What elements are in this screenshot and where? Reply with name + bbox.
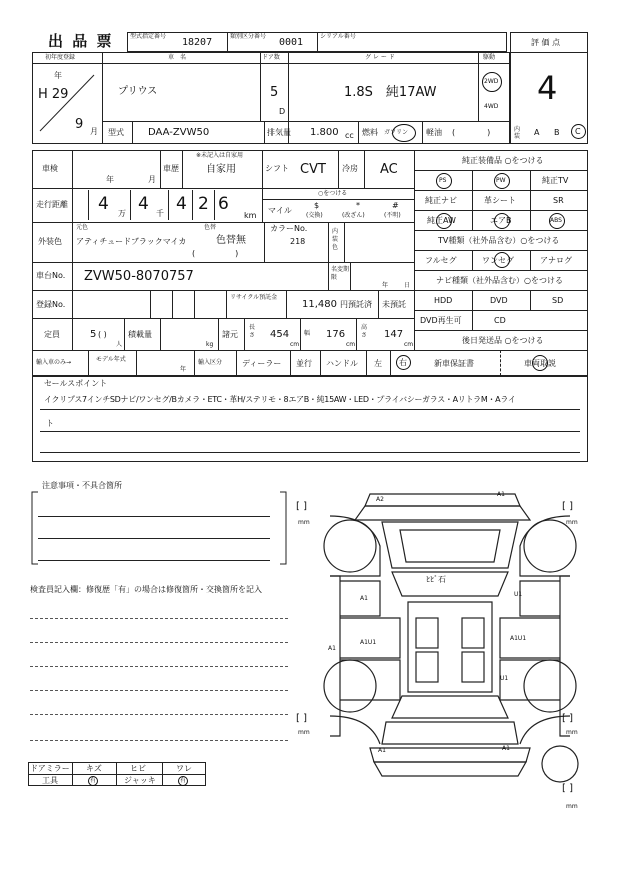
door-count: 5 [270,85,279,100]
equip-leather: 革シート [484,196,516,205]
modified-sym: * [356,201,360,210]
equip-ps: PS [439,177,447,184]
mark-u1-rear: U1 [500,675,509,682]
sales-section [32,376,588,462]
capacity-label: 定員 [44,330,60,339]
interior-grade-b: B [554,128,560,137]
tire-mm-fl: mm [298,519,310,526]
mileage-man: 万 [118,209,126,218]
tire-mm-rl: mm [298,729,310,736]
class-no-label: 類別区分番号 [230,33,267,40]
shaken-label: 車検 [42,164,58,173]
tire-bracket-rr: [ ] [562,713,573,724]
height-label: 高さ [361,324,368,339]
drive-4wd: 4WD [484,103,499,110]
inspector-label: 検査員記入欄：修復歴「有」の場合は修復箇所・交換箇所を記入 [30,585,262,594]
capacity-paren: ( ) [98,330,107,339]
mark-a1-front: A1 [497,491,505,498]
fuel-diesel: 軽油 [426,128,442,137]
orig-color: アティチュードブラックマイカ [76,237,187,246]
legend-mirror: ドアミラー [30,764,70,773]
length-cm: cm [290,341,300,348]
interior-grade-c: C [575,127,581,136]
color-change: 色替無 [216,235,246,246]
exchange-txt: (交換) [306,212,323,219]
score-value: 4 [537,69,558,107]
mileage-digit-1: 4 [98,194,109,214]
tire-bracket-fr: [ ] [562,501,573,512]
dealer-label: ディーラー [242,359,282,368]
recycle-unit: 円預託済 [340,300,372,309]
score-label: 評 価 点 [531,38,561,47]
legend-jack-mark: 有 [180,777,187,784]
ac-label: 冷房 [342,164,358,173]
equip-sr: SR [553,196,564,205]
cd-label: CD [494,316,506,325]
displacement-label: 排気量 [267,128,291,137]
capacity: 5 [90,329,97,340]
equip-tv: 純正TV [542,176,569,185]
model-type-label: 型式 [108,128,124,137]
orig-color-label: 元色 [76,224,89,231]
chassis-no: ZVW50-8070757 [84,269,194,284]
handle-left: 左 [374,359,382,368]
model-no-label: 型式指定番号 [130,33,167,40]
history-label: 車歴 [163,164,179,173]
import-class-label: 輸入区分 [198,359,223,366]
mileage-digit-4: 2 [198,194,209,214]
history-value: 自家用 [206,164,236,175]
shift-label: シフト [265,164,289,173]
tv-fullseg: フルセグ [425,256,457,265]
ac-value: AC [380,162,398,177]
mark-a1u1-left: A1U1 [360,639,377,646]
chassis-label: 車台No. [36,271,66,280]
grade-label: グ レ ー ド [365,54,395,61]
door-suffix: D [279,107,286,116]
person-unit: 人 [116,341,123,348]
class-no: 0001 [279,37,304,48]
model-type: DAA-ZVW50 [148,127,210,138]
notes-bracket [28,488,290,568]
reg-month: 9 [75,117,84,132]
width: 176 [326,329,346,340]
length-label: 長さ [249,324,256,339]
drive-label: 駆動 [483,54,496,61]
shaken-month: 月 [148,175,156,184]
mark-a2: A2 [376,496,384,503]
form-title: 出 品 票 [48,32,114,50]
sales-line-2: ト [46,419,54,428]
drive-2wd: 2WD [484,78,499,85]
year-unit: 年 [54,71,62,80]
exchange-sym: $ [314,201,320,210]
history-note: ※未記入は自家用 [196,152,244,159]
equip-airbag: エアB [490,216,512,225]
mileage-circle-note: ○をつける [318,190,348,197]
mark-a1-side: A1 [328,645,336,652]
sales-line-1: イクリプス7インチSDナビ/ワンセグ/Bカメラ・ETC・革H/ステリモ・8エアB・純15AW・LED・プライバシーガラス・AリトラM・Aライ [44,395,516,404]
grade: 1.8S 純17AW [344,85,437,100]
mileage-digit-3: 4 [176,194,187,214]
legend-tool: 工具 [42,776,58,785]
later-warranty: 新車保証書 [434,359,474,368]
cc-unit: cc [345,131,354,140]
tire-bracket-fl: [ ] [296,501,307,512]
sales-label: セールスポイント [44,379,108,388]
fuel-label: 燃料 [362,128,378,137]
later-header: 後日発送品 ○をつける [462,336,544,345]
mileage-km: km [244,211,257,220]
dvd-label: DVD再生可 [420,316,462,325]
reg-era: H 29 [38,87,69,102]
tire-bracket-rl: [ ] [296,713,307,724]
handle-right: 右 [399,358,407,367]
unknown-txt: (不明) [384,212,401,219]
mileage-label: 走行距離 [36,200,68,209]
mile-label: マイル [268,206,292,215]
color-no: 218 [290,237,306,246]
color-paren: ( ) [192,249,239,258]
mark-chip: ﾋﾋﾞ石 [426,575,446,584]
mileage-sen: 千 [156,209,164,218]
mileage-digit-5: 6 [218,194,229,214]
mark-a1-rear-right: A1 [502,745,510,752]
tv-oneseg: ワンセグ [482,256,514,265]
tv-header: TV種類（社外品含む）○をつける [438,236,560,245]
equip-abs: ABS [550,217,562,224]
nc-year: 年 [382,282,389,289]
notes-label: 注意事項・不具合箇所 [42,481,122,490]
handle-label: ハンドル [326,359,358,368]
equip-aw: 純正AW [427,216,456,225]
tire-mm-rr: mm [566,729,578,736]
mark-a1-rear-left: A1 [378,747,386,754]
fuel-gas: ガソリン [384,129,409,136]
navi-dvd: DVD [490,296,508,305]
height: 147 [384,329,404,340]
length: 454 [270,329,290,340]
later-manual: 車両取説 [524,359,556,368]
tire-mm-spare: mm [566,803,578,810]
mark-a1u1-right: A1U1 [510,635,527,642]
ext-color-label: 外装色 [38,237,62,246]
equip-navi: 純正ナビ [425,196,457,205]
doors-label: ドア数 [262,54,280,61]
width-label: 幅 [304,330,311,337]
recycle-label: リサイクル預託金 [230,294,278,301]
int-color-label: 内装色 [332,228,339,251]
model-no: 18207 [182,37,213,48]
parallel-label: 並行 [296,359,312,368]
car-damage-diagram [300,486,600,816]
navi-sd: SD [552,296,564,305]
legend-crack: ヒビ [130,764,146,773]
nc-day: 日 [404,282,411,289]
interior-label: 内装 [514,126,521,140]
car-name: プリウス [118,86,158,97]
name-change-label: 名変期限 [331,266,350,281]
tire-bracket-spare: [ ] [562,783,573,794]
recycle-amount: 11,480 [302,299,337,310]
mileage-digit-2: 4 [138,194,149,214]
load-label: 積載量 [128,330,152,339]
reg-no-label: 登録No. [36,300,66,309]
navi-header: ナビ種類（社外品含む）○をつける [436,276,563,285]
color-no-label: カラーNo. [270,224,308,233]
shaken-year: 年 [106,175,114,184]
first-reg-label: 初年度登録 [45,54,76,61]
interior-grade-a: A [534,128,540,137]
import-label: 輸入車のみ→ [36,359,72,366]
displacement: 1.800 [310,127,339,138]
navi-hdd: HDD [434,296,453,305]
serial-label: シリアル番号 [320,33,356,40]
shift-value: CVT [300,162,326,177]
mark-a1-left: A1 [360,595,368,602]
load-kg: kg [206,341,214,348]
legend-jack: ジャッキ [124,776,156,785]
tire-mm-fr: mm [566,519,578,526]
width-cm: cm [346,341,356,348]
legend-scratch: キズ [86,764,102,773]
mark-u1-right: U1 [514,591,523,598]
color-change-label: 色替 [204,224,217,231]
dim-label: 諸元 [222,330,238,339]
model-year-unit: 年 [180,366,187,373]
equip-header: 純正装備品 ○をつける [462,156,544,165]
car-name-label: 車 名 [168,54,187,61]
legend-tool-mark: 有 [90,777,97,784]
equip-pw: PW [496,177,506,184]
not-deposited: 未預託 [382,300,406,309]
height-cm: cm [404,341,414,348]
modified-txt: (改ざん) [342,212,365,219]
unknown-sym: # [392,201,399,210]
fuel-diesel-paren: ( ) [452,128,491,137]
month-unit: 月 [90,127,98,136]
tv-analog: アナログ [540,256,572,265]
model-year-label: モデル年式 [96,356,126,363]
legend-break: ワレ [176,764,192,773]
